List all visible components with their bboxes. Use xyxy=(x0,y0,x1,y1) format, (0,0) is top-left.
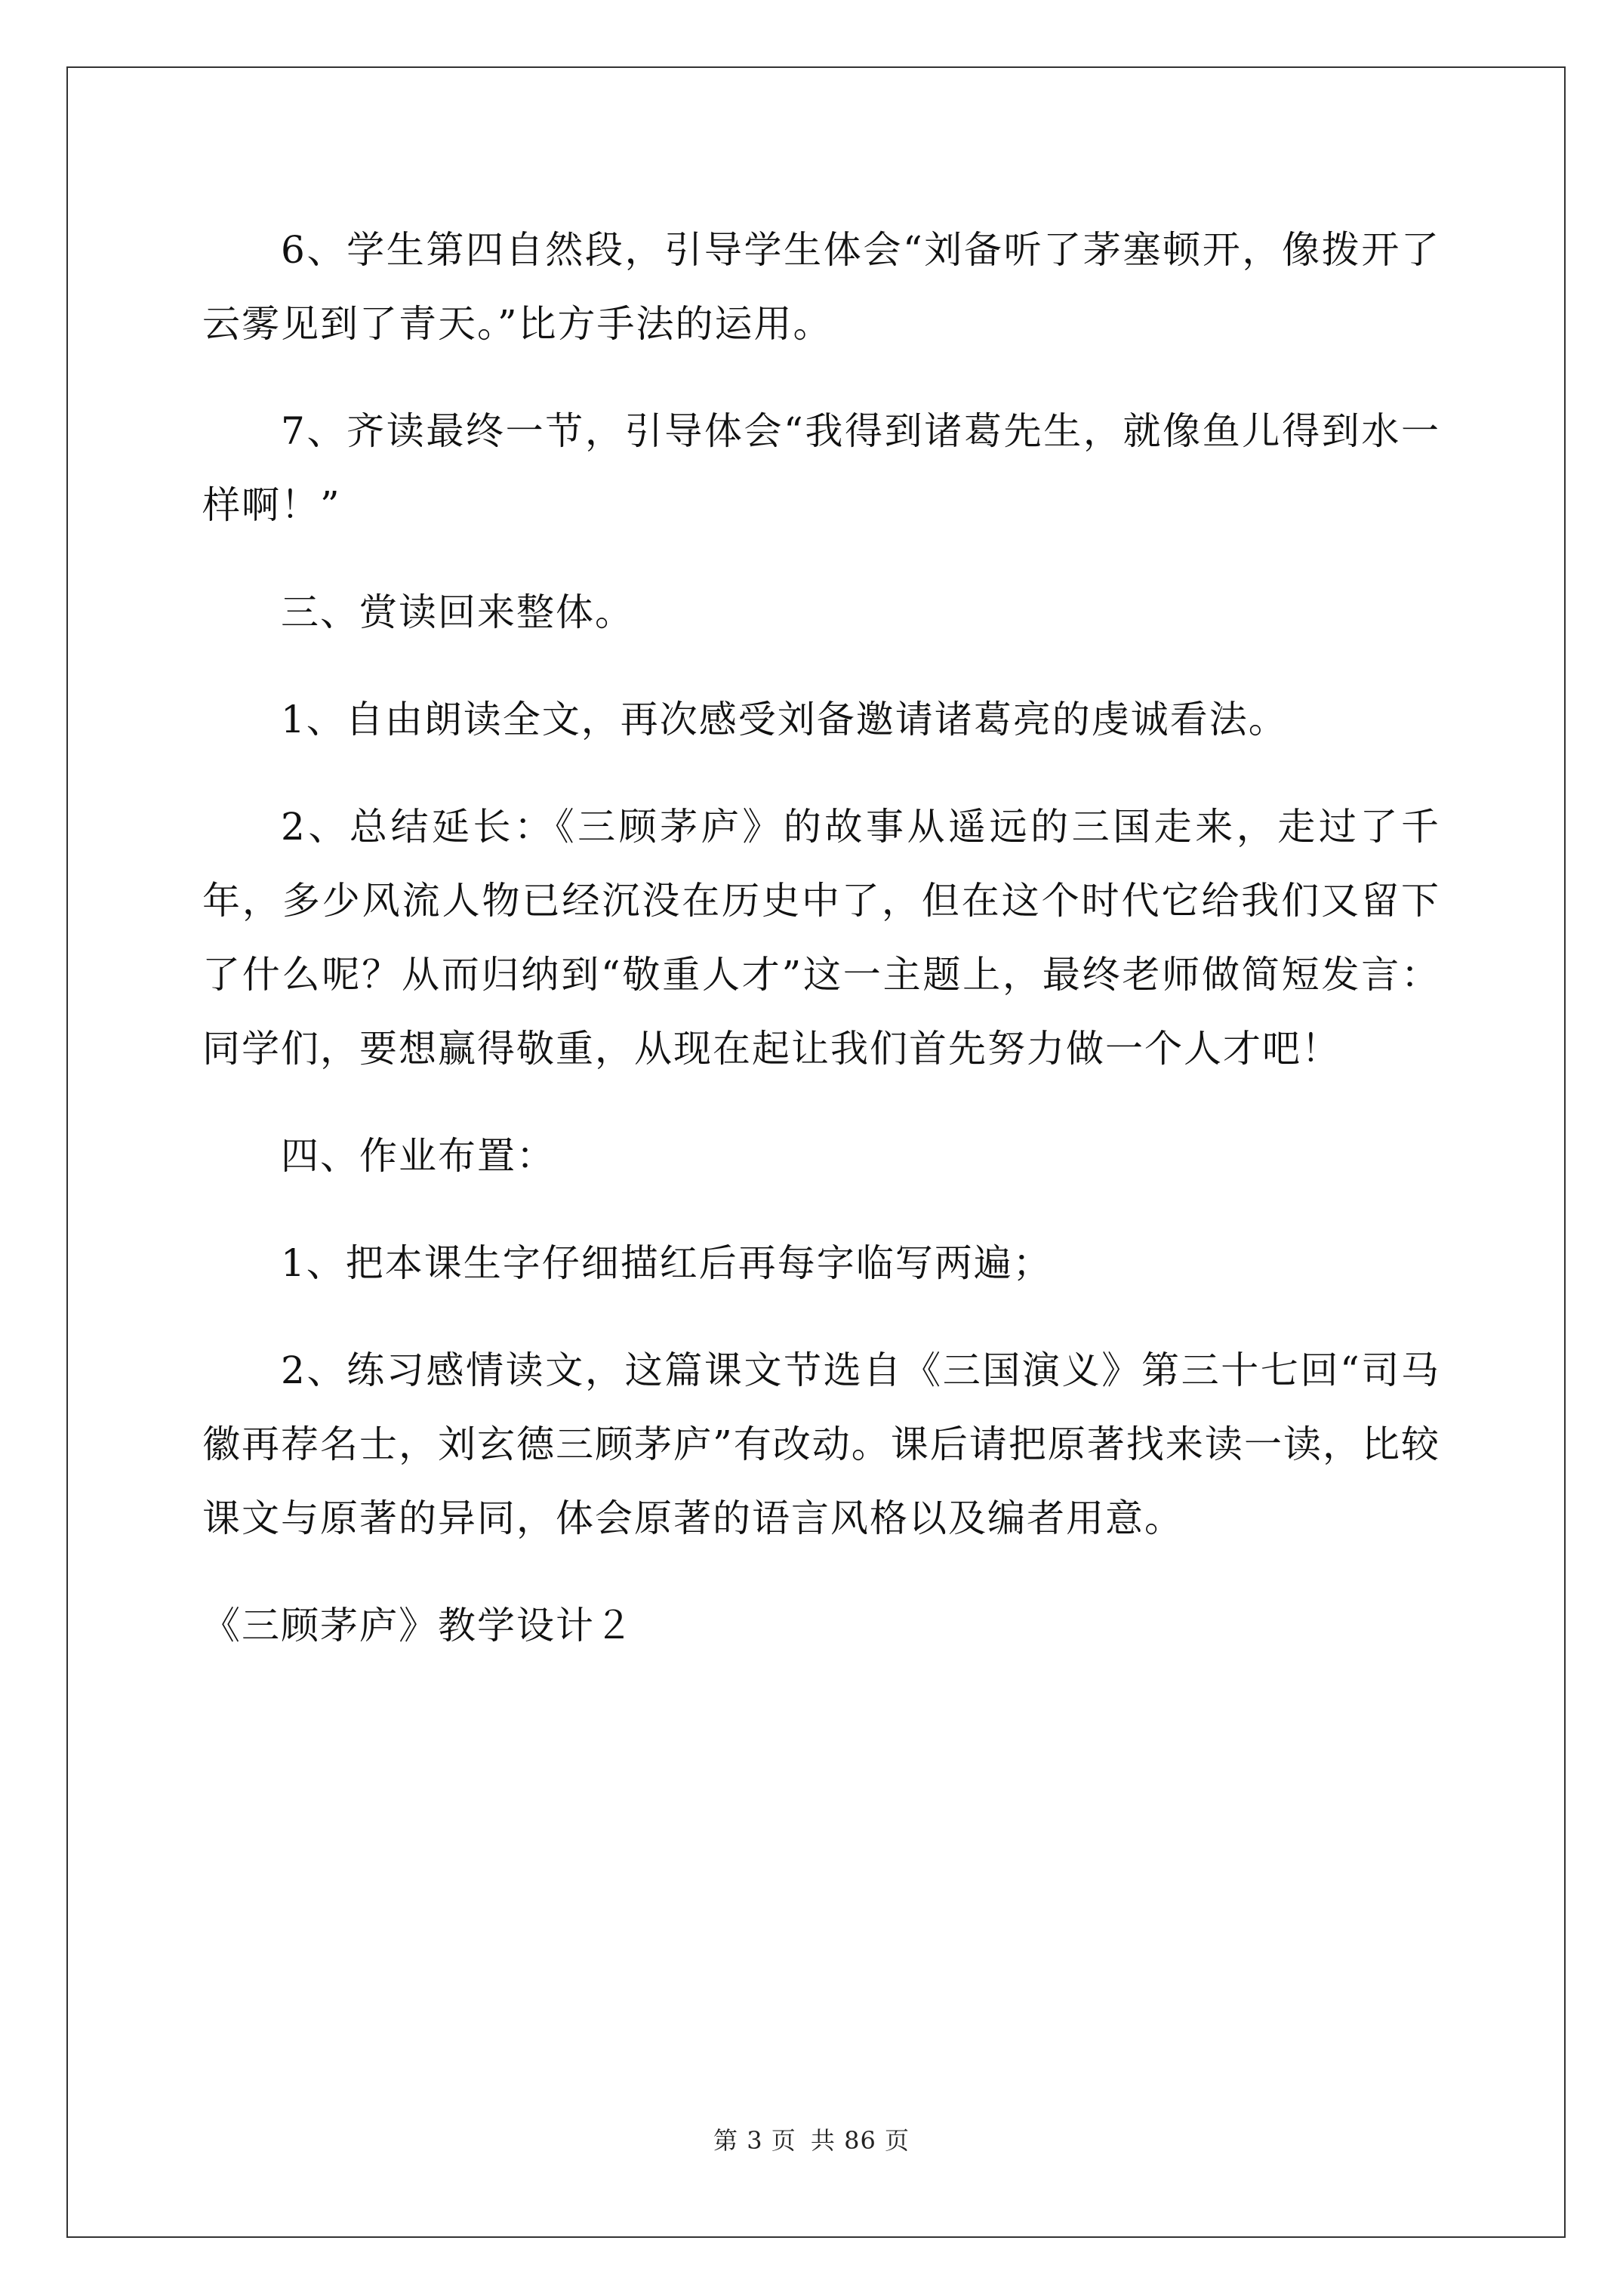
section-heading-4: 四、作业布置： xyxy=(281,1134,556,1178)
document-body xyxy=(202,213,1440,1663)
page-total: 共 86 页 xyxy=(810,2126,910,2155)
paragraph-3-1: 1、自由朗读全文，再次感受刘备邀请诸葛亮的虔诚看法。 xyxy=(281,698,1288,741)
paragraph-7: 7、齐读最终一节，引导体会“我得到诸葛先生，就像鱼儿得到水一样啊！” xyxy=(202,409,1440,527)
section-heading-3: 三、赏读回来整体。 xyxy=(281,590,634,634)
paragraph-4-1: 1、把本课生字仔细描红后再每字临写两遍； xyxy=(281,1241,1052,1285)
paragraph-3-2: 2、总结延长：《三顾茅庐》的故事从遥远的三国走来，走过了千年，多少风流人物已经沉没在历史中了，但在这个时代它给我们又留下了什么呢？从而归纳到“敬重人才”这一主题上，最终老师做简短发言：同学们，要想赢得敬重，从现在起让我们首先努力做一个人才吧！ xyxy=(202,805,1440,1071)
paragraph-4-2: 2、练习感情读文，这篇课文节选自《三国演义》第三十七回“司马徽再荐名士，刘玄德三顾茅庐”有改动。课后请把原著找来读一读，比较课文与原著的异同，体会原著的语言风格以及编者用意。 xyxy=(202,1348,1440,1540)
page-number: 第 3 页 xyxy=(713,2126,796,2155)
section-title: 《三顾茅庐》教学设计２ xyxy=(202,1604,634,1647)
paragraph-6: 6、学生第四自然段，引导学生体会“刘备听了茅塞顿开，像拨开了云雾见到了青天。”比方手法的运用。 xyxy=(202,228,1440,346)
page-footer xyxy=(0,2122,1623,2156)
